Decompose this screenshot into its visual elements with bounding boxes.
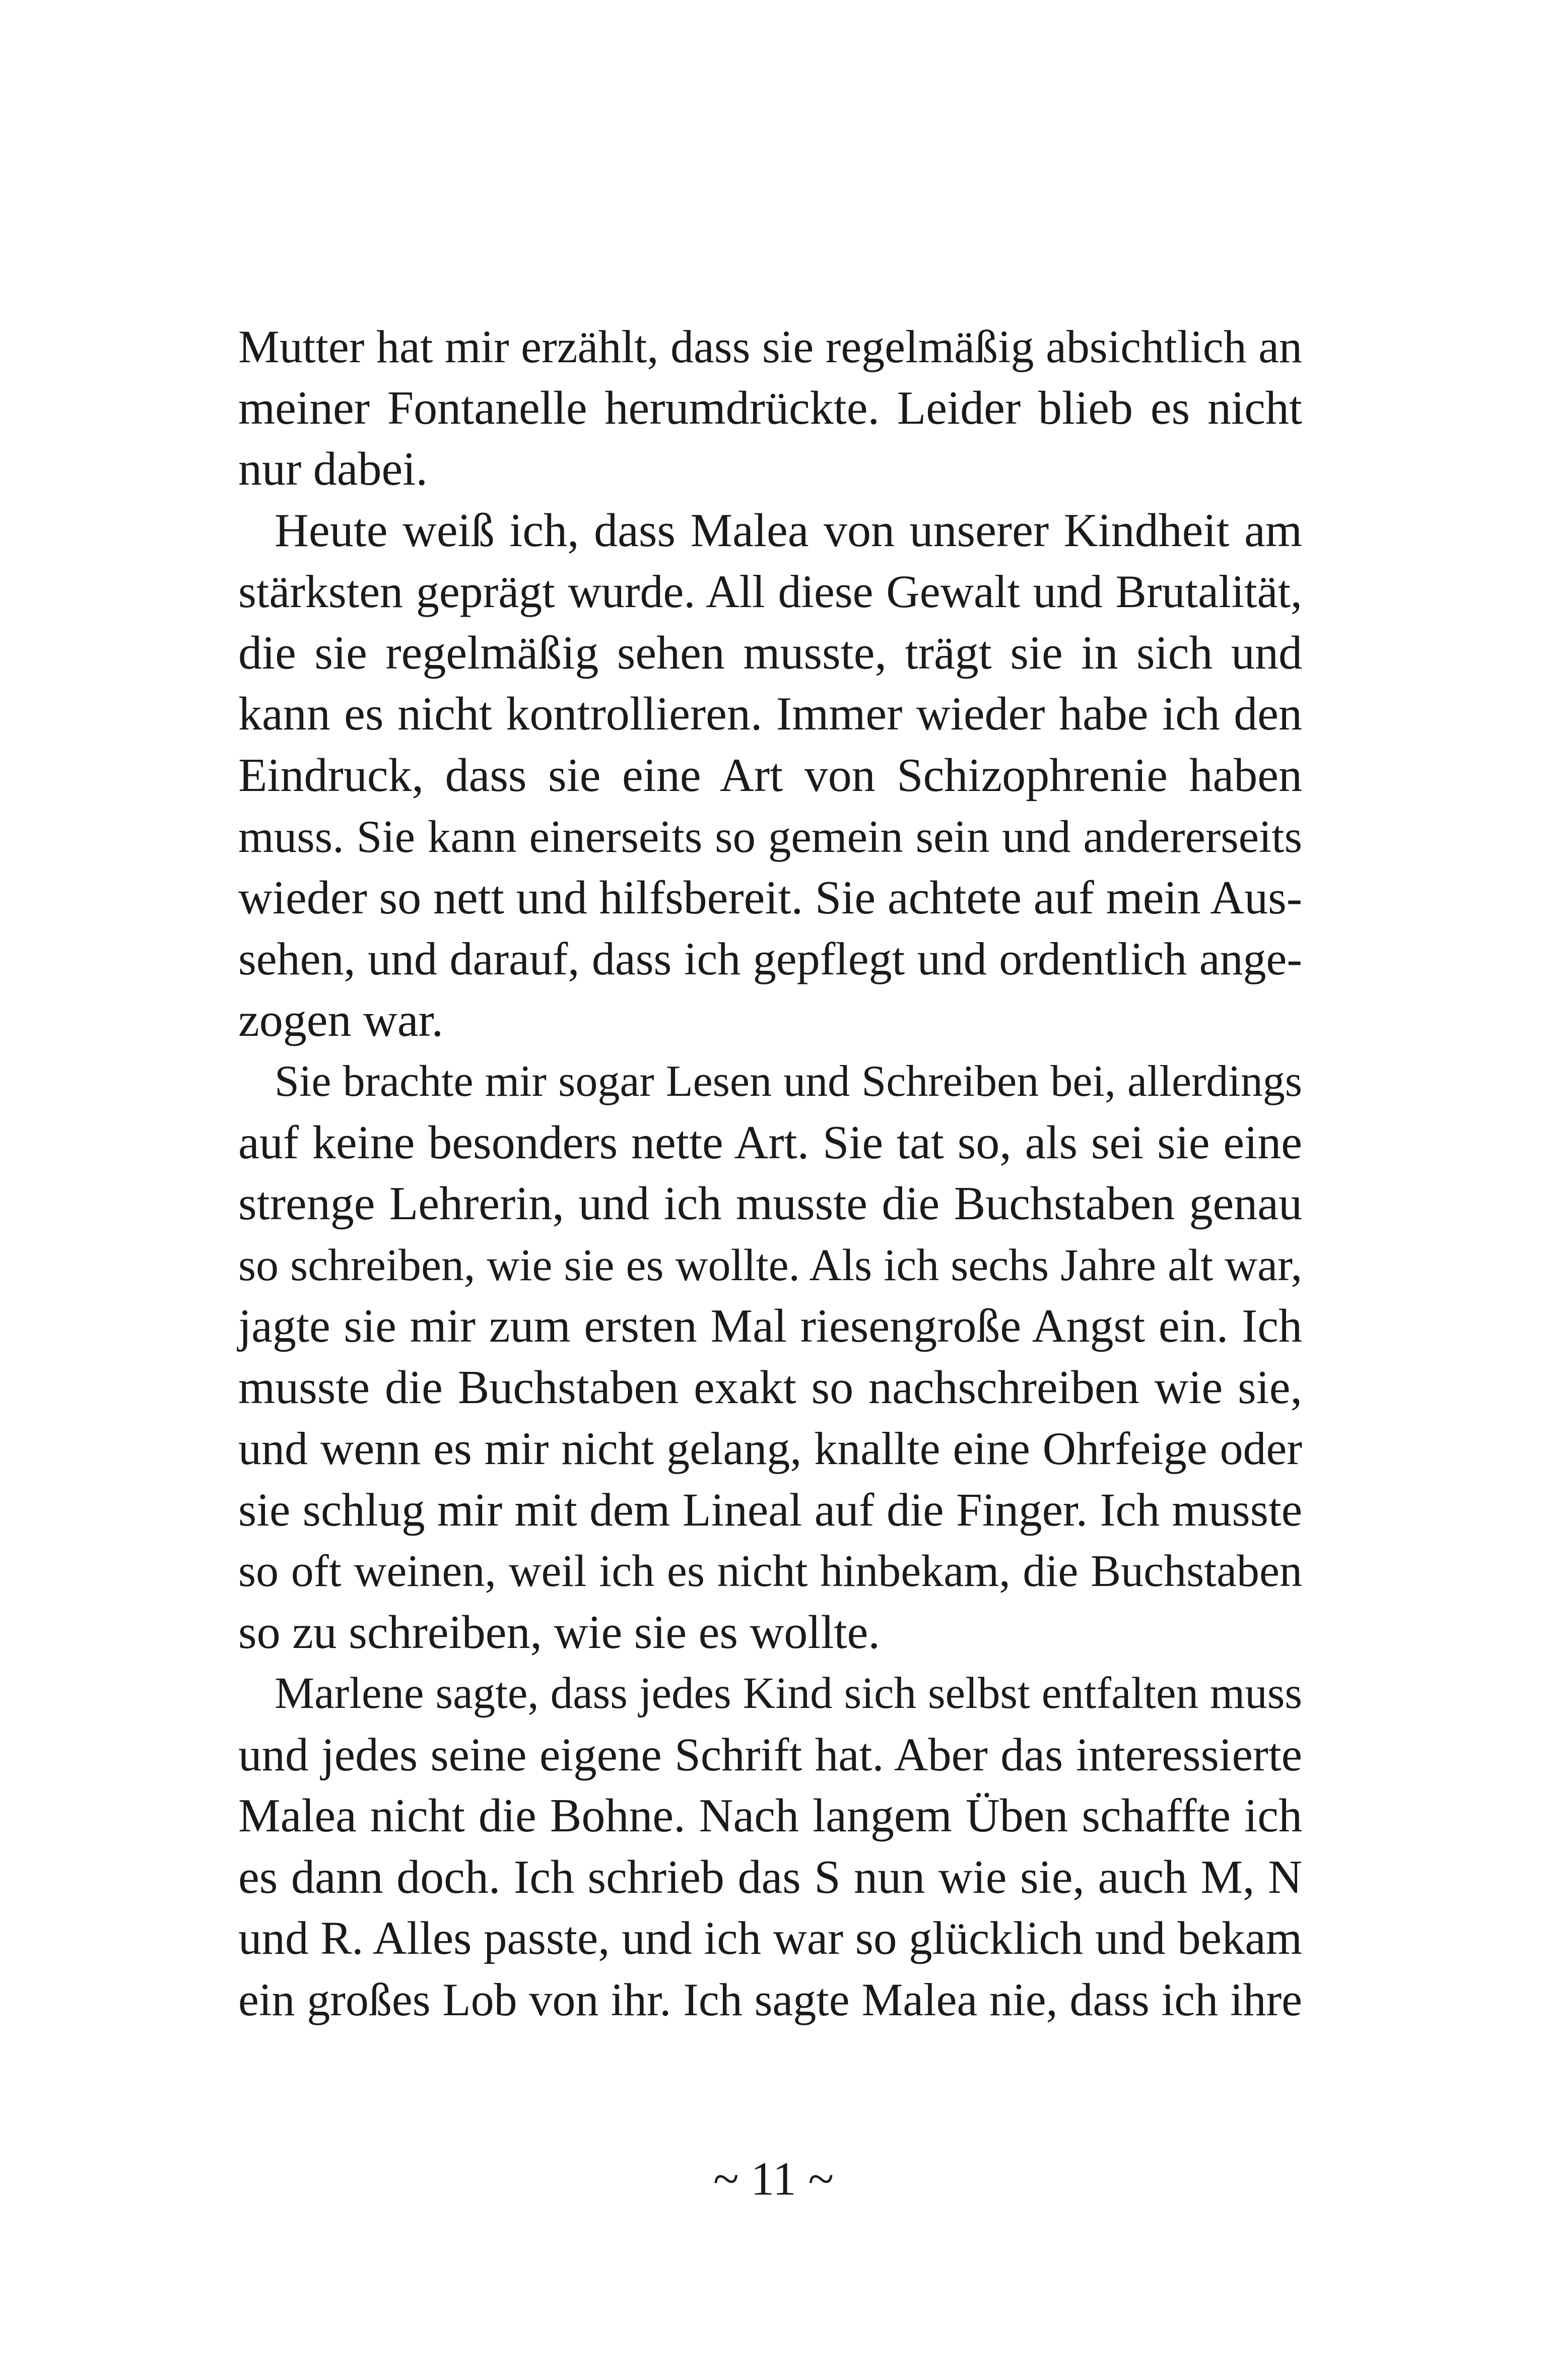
text-line: es dann doch. Ich schrieb das S nun wie sie, auch M, N xyxy=(238,1850,1302,1903)
text-line: sehen, und darauf, dass ich gepflegt und ordentlich ange- xyxy=(238,933,1302,984)
text-line: und jedes seine eigene Schrift hat. Aber das interessierte xyxy=(238,1729,1302,1781)
text-line: Marlene sagte, dass jedes Kind sich selbst entfalten muss xyxy=(275,1669,1302,1718)
text-line: wieder so nett und hilfsbereit. Sie achtete auf mein Aus- xyxy=(238,871,1302,924)
text-line: sie schlug mir mit dem Lineal auf die Finger. Ich musste xyxy=(238,1484,1302,1536)
text-line: Sie brachte mir sogar Lesen und Schreiben bei, allerdings xyxy=(275,1057,1302,1106)
text-line: jagte sie mir zum ersten Mal riesengroße Angst ein. Ich xyxy=(238,1300,1302,1352)
text-line: so schreiben, wie sie es wollte. Als ich sechs Jahre alt war, xyxy=(238,1240,1302,1290)
text-line: so oft weinen, weil ich es nicht hinbekam, die Buchstaben xyxy=(238,1546,1302,1596)
text-line: auf keine besonders nette Art. Sie tat so, als sei sie eine xyxy=(238,1116,1302,1169)
text-line: nur dabei. xyxy=(238,443,428,495)
text-line: stärksten geprägt wurde. All diese Gewalt und Brutalität, xyxy=(238,566,1302,617)
text-line: musste die Buchstaben exakt so nachschreiben wie sie, xyxy=(238,1361,1302,1414)
text-line: kann es nicht kontrollieren. Immer wieder habe ich den xyxy=(238,688,1302,740)
text-line: und wenn es mir nicht gelang, knallte eine Ohrfeige oder xyxy=(238,1423,1302,1474)
text-line: muss. Sie kann einerseits so gemein sein und andererseits xyxy=(238,811,1302,862)
text-line: Eindruck, dass sie eine Art von Schizophrenie haben xyxy=(238,749,1302,802)
text-line: meiner Fontanelle herumdrückte. Leider blieb es nicht xyxy=(238,381,1302,434)
text-line: Malea nicht die Bohne. Nach langem Üben schaffte ich xyxy=(238,1790,1302,1842)
page-number: ~ 11 ~ xyxy=(713,2153,834,2205)
text-line: so zu schreiben, wie sie es wollte. xyxy=(238,1606,880,1659)
text-line: Heute weiß ich, dass Malea von unserer Kindheit am xyxy=(275,504,1302,557)
text-line: ein großes Lob von ihr. Ich sagte Malea nie, dass ich ihre xyxy=(238,1973,1302,2025)
text-line: strenge Lehrerin, und ich musste die Buchstaben genau xyxy=(238,1177,1302,1230)
text-line: zogen war. xyxy=(238,994,444,1046)
body-text xyxy=(238,316,1302,2030)
text-line: und R. Alles passte, und ich war so glücklich und bekam xyxy=(238,1912,1302,1964)
text-line: Mutter hat mir erzählt, dass sie regelmäßig absichtlich an xyxy=(238,321,1302,372)
text-line: die sie regelmäßig sehen musste, trägt sie in sich und xyxy=(238,626,1302,679)
